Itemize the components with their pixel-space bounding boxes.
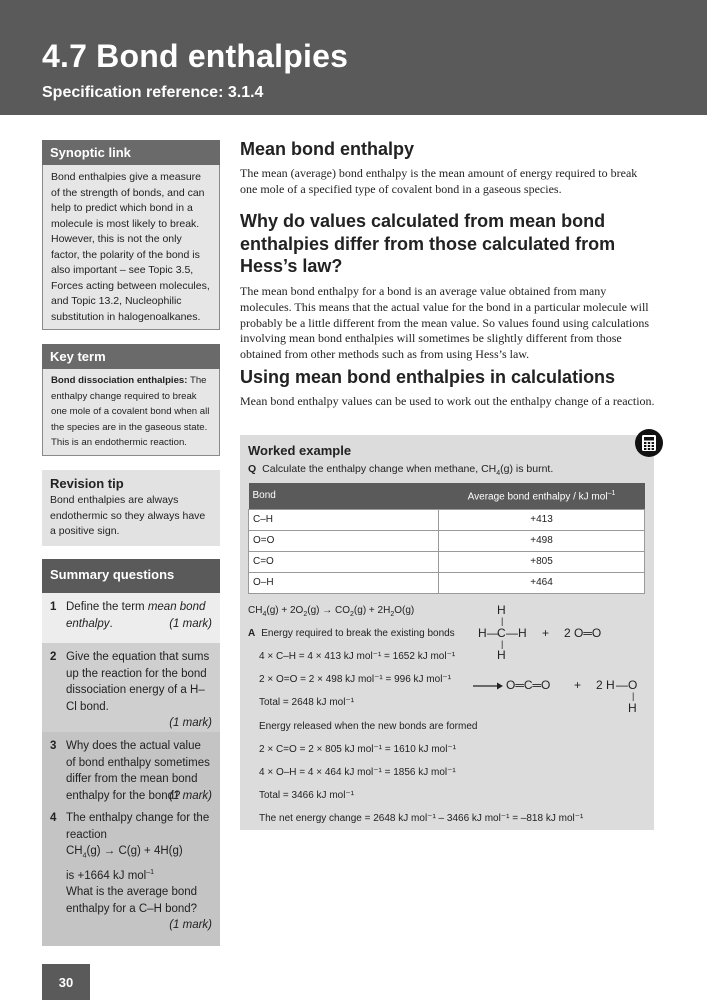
unit-sup: –1 bbox=[146, 868, 155, 876]
summary-question-1 bbox=[42, 593, 220, 643]
key-term-term: Bond dissociation enthalpies: bbox=[51, 375, 188, 386]
synoptic-link-box bbox=[42, 140, 220, 330]
heading-using-mean-bond-enthalpies: Using mean bond enthalpies in calculations bbox=[240, 367, 616, 387]
reaction-arrow-icon bbox=[473, 681, 503, 691]
bond-enthalpy-table bbox=[248, 483, 645, 594]
bond-line: | bbox=[501, 639, 504, 649]
table-cell-value: +805 bbox=[439, 551, 645, 572]
eq-sub: 2 bbox=[303, 611, 308, 618]
specification-reference: Specification reference: 3.1.4 bbox=[42, 84, 264, 101]
table-cell-value: +464 bbox=[439, 572, 645, 593]
paragraph-why-values-differ: The mean bond enthalpy for a bond is an average value obtained from many molecules. This means that the actual value for the bond in a particular molecule will probably be a little different from the mean value. So values found using calculations involving mean bond enthalpies will sometimes be slightly different from those obtained from other methods such as from using Hess’s law. bbox=[240, 284, 649, 362]
column-header-enthalpy bbox=[439, 483, 645, 509]
bond-line: — bbox=[487, 626, 499, 640]
eq-part: CH bbox=[66, 845, 83, 857]
page-title: 4.7 Bond enthalpies bbox=[42, 38, 349, 74]
bond-line: | bbox=[501, 616, 504, 626]
eq-part: (g) + 2O bbox=[266, 605, 304, 616]
question-number: 3 bbox=[50, 740, 57, 752]
eq-part: (g) → CO bbox=[307, 605, 351, 616]
water-h: 2 H bbox=[596, 678, 615, 692]
atom-h: H bbox=[497, 648, 506, 662]
answer-intro bbox=[248, 628, 455, 639]
question-sub: 4 bbox=[496, 470, 501, 478]
revision-tip-box bbox=[42, 470, 220, 546]
table-cell-value: +498 bbox=[439, 530, 645, 551]
summary-questions-heading: Summary questions bbox=[42, 559, 220, 593]
eq-sub: 2 bbox=[390, 611, 395, 618]
table-cell-bond: C–H bbox=[249, 509, 439, 530]
water-h2: H bbox=[628, 701, 637, 715]
eq-sub: 4 bbox=[262, 611, 267, 618]
question-mark: (1 mark) bbox=[169, 789, 212, 802]
table-cell-bond: O=O bbox=[249, 530, 439, 551]
key-term-box bbox=[42, 344, 220, 456]
calc-line: Total = 3466 kJ mol⁻¹ bbox=[259, 790, 355, 801]
question-number: 1 bbox=[50, 601, 57, 613]
calc-line: Total = 2648 kJ mol⁻¹ bbox=[259, 697, 355, 708]
paragraph-mean-bond-enthalpy: The mean (average) bond enthalpy is the mean amount of energy required to break one mole of a specified type of covalent bond in a gaseous species. bbox=[240, 166, 638, 196]
eq-part: (g) + 2H bbox=[353, 605, 391, 616]
calc-line: 2 × O=O = 2 × 498 kJ mol⁻¹ = 996 kJ mol⁻¹ bbox=[259, 674, 452, 685]
question-text: The enthalpy change for the reaction bbox=[66, 812, 210, 841]
calculator-icon bbox=[635, 429, 663, 457]
question-mark: (1 mark) bbox=[169, 717, 212, 729]
question-number: 2 bbox=[50, 651, 57, 663]
question-text-end: (g) is burnt. bbox=[500, 463, 554, 475]
heading-why-values-differ: Why do values calculated from mean bond enthalpies differ from those calculated from Hess’s law? bbox=[240, 211, 616, 276]
table-cell-bond: C=O bbox=[249, 551, 439, 572]
worked-example-box bbox=[240, 435, 654, 830]
eq-part: (g) → C(g) + 4H(g) bbox=[86, 845, 183, 857]
table-row bbox=[249, 572, 645, 593]
revision-tip-heading: Revision tip bbox=[50, 476, 124, 491]
worked-question bbox=[248, 463, 553, 477]
atom-h: H bbox=[518, 626, 527, 640]
key-term-definition: The enthalpy change required to break one mole of a covalent bond when all the species are in the gaseous state. This is an endothermic reaction. bbox=[51, 375, 210, 448]
summary-question-2 bbox=[42, 643, 220, 732]
question-mark: (1 mark) bbox=[169, 617, 212, 630]
summary-questions-3-4 bbox=[42, 732, 220, 946]
calc-line: 4 × C–H = 4 × 413 kJ mol⁻¹ = 1652 kJ mol⁻¹ bbox=[259, 651, 456, 662]
water-o: O bbox=[628, 678, 638, 692]
column-header-bond: Bond bbox=[249, 483, 439, 509]
plus-sign: + bbox=[574, 678, 582, 692]
calc-line: The net energy change = 2648 kJ mol⁻¹ – 3466 kJ mol⁻¹ = –818 kJ mol⁻¹ bbox=[259, 813, 584, 824]
table-header-row bbox=[249, 483, 645, 509]
table-row bbox=[249, 551, 645, 572]
synoptic-link-heading: Synoptic link bbox=[42, 140, 220, 165]
eq-sub: 4 bbox=[82, 852, 87, 860]
question-mark: (1 mark) bbox=[169, 919, 212, 932]
atom-h: H bbox=[478, 626, 487, 640]
question-text-2: What is the average bond enthalpy for a C–H bond? bbox=[66, 886, 198, 915]
eq-part: O(g) bbox=[394, 605, 415, 616]
oxygen-molecule: 2 O═O bbox=[564, 626, 602, 640]
answer-intro-text: Energy required to break the existing bonds bbox=[261, 628, 455, 639]
question-label: Q bbox=[248, 463, 257, 475]
table-cell-bond: O–H bbox=[249, 572, 439, 593]
paragraph-using-mean-bond-enthalpies: Mean bond enthalpy values can be used to work out the enthalpy change of a reaction. bbox=[240, 394, 655, 408]
summary-question-3 bbox=[42, 732, 220, 810]
bond-line: — bbox=[616, 678, 628, 692]
worked-example-title: Worked example bbox=[248, 443, 352, 458]
column-header-text: Average bond enthalpy / kJ mol bbox=[467, 490, 608, 502]
atom-h: H bbox=[497, 603, 506, 617]
page-number: 30 bbox=[42, 964, 90, 1000]
eq-sub: 2 bbox=[350, 611, 354, 618]
column-header-sup: –1 bbox=[607, 489, 616, 497]
bond-line: | bbox=[632, 691, 635, 701]
question-value: is +1664 kJ mol bbox=[66, 869, 147, 882]
synoptic-link-text: Bond enthalpies give a measure of the strength of bonds, and can help to predict which bond in a molecule is most likely to break. However, this is not the only factor, the polarity of the bond is also important – see Topic 3.5, Forces acting between molecules, and Topic 13.2, Nucleophilic substitution in halogenoalkanes. bbox=[42, 165, 220, 330]
answer-label: A bbox=[248, 628, 256, 639]
question-term: mean bond enthalpy bbox=[66, 601, 206, 630]
key-term-body bbox=[42, 369, 220, 456]
question-number: 4 bbox=[50, 812, 57, 824]
summary-questions-box bbox=[42, 559, 220, 946]
question-text: Calculate the enthalpy change when methane, CH bbox=[262, 463, 497, 475]
atom-c: C bbox=[497, 626, 506, 640]
page-header bbox=[0, 0, 707, 115]
carbon-dioxide: O═C═O bbox=[506, 678, 551, 692]
summary-question-4 bbox=[42, 810, 220, 940]
question-text: Why does the actual value of bond enthalpy sometimes differ from the mean bond enthalpy for the bond? bbox=[66, 740, 210, 802]
revision-tip-text: Bond enthalpies are always endothermic so they always have a positive sign. bbox=[50, 494, 206, 537]
bond-line: — bbox=[506, 626, 518, 640]
combustion-equation bbox=[248, 605, 414, 618]
calc-line: 4 × O–H = 4 × 464 kJ mol⁻¹ = 1856 kJ mol⁻¹ bbox=[259, 767, 456, 778]
question-text: Define the term bbox=[66, 601, 148, 613]
calc-line: 2 × C=O = 2 × 805 kJ mol⁻¹ = 1610 kJ mol⁻¹ bbox=[259, 744, 457, 755]
key-term-heading: Key term bbox=[42, 344, 220, 369]
reaction-equation bbox=[66, 845, 183, 860]
plus-sign: + bbox=[542, 626, 550, 640]
eq-part: CH bbox=[248, 605, 263, 616]
question-text: Give the equation that sums up the reaction for the bond dissociation energy of a H–Cl bond. bbox=[66, 651, 210, 713]
calc-line: Energy released when the new bonds are formed bbox=[259, 721, 478, 732]
table-row bbox=[249, 509, 645, 530]
table-cell-value: +413 bbox=[439, 509, 645, 530]
heading-mean-bond-enthalpy: Mean bond enthalpy bbox=[240, 139, 415, 159]
question-text-end: . bbox=[109, 617, 113, 630]
table-row bbox=[249, 530, 645, 551]
